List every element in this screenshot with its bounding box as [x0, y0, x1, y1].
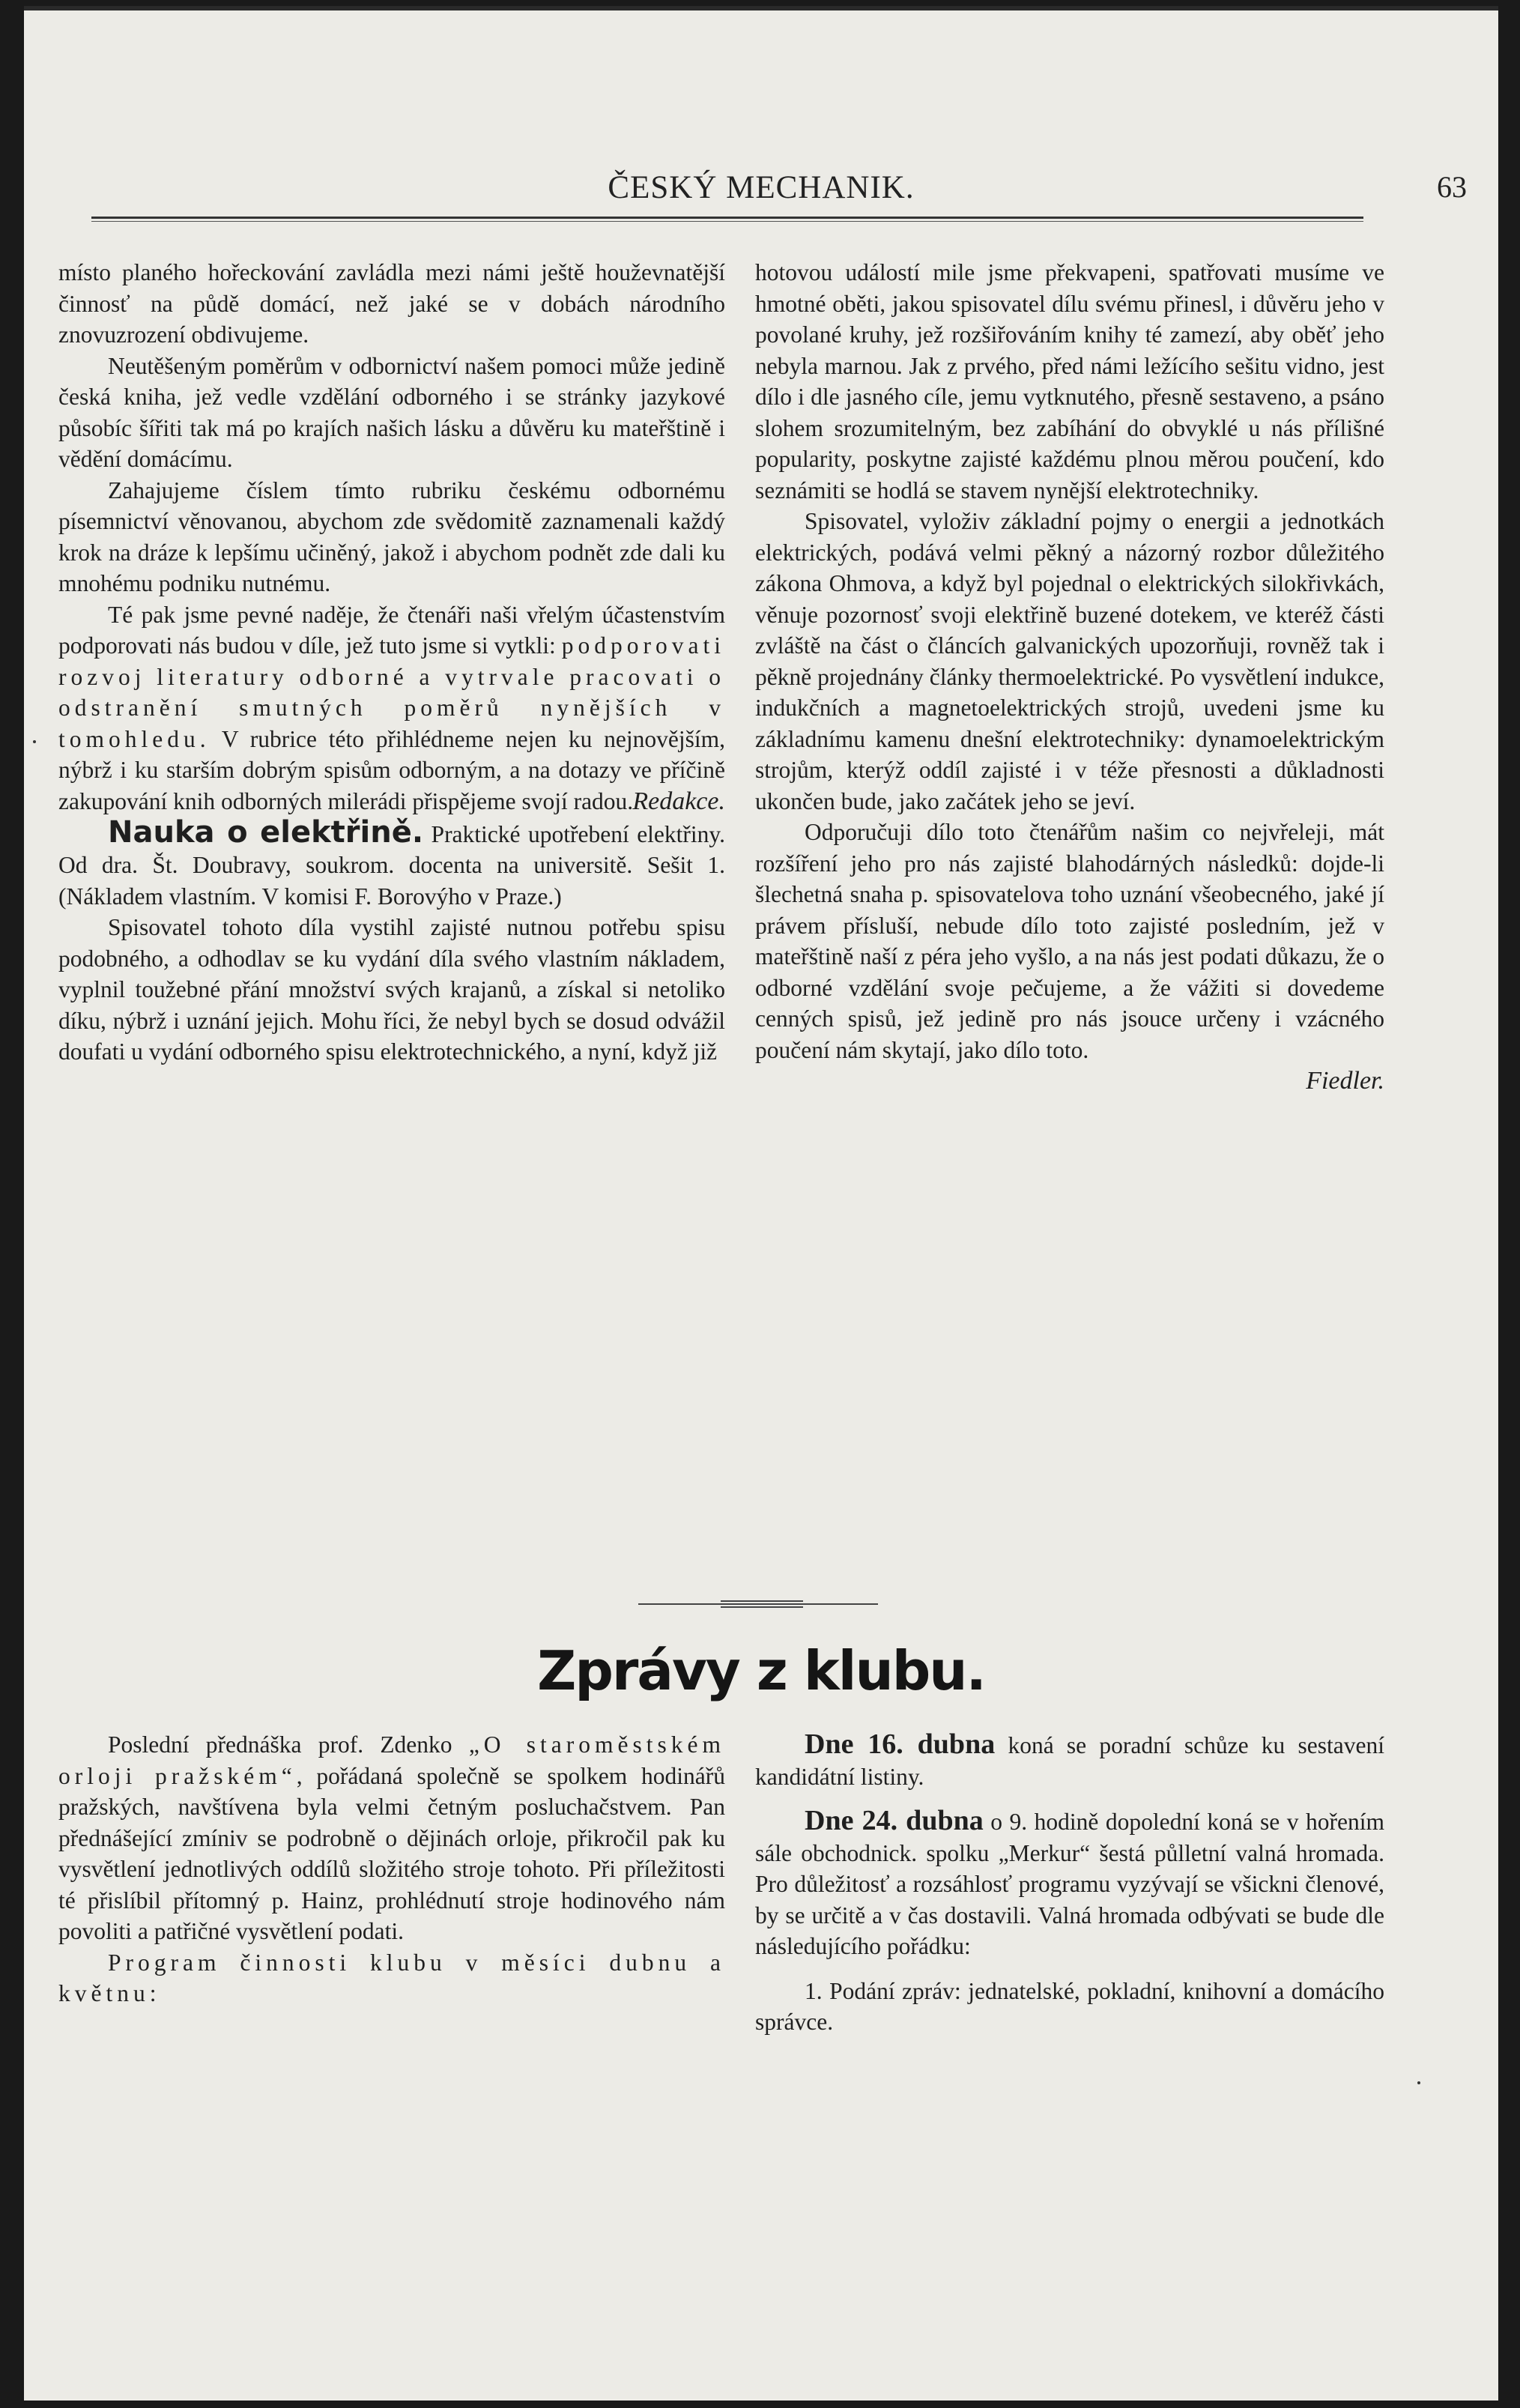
paragraph: Neutěšeným poměrům v odbornictví našem pomoci může jedině česká kniha, jež vedle vzdělání odborného i se stránky jazykové působíc šířiti tak má po krajích našich lásku a důvěru ku mateřštině i vědění domácímu. [58, 352, 725, 472]
journal-title: ČESKÝ MECHANIK. [608, 170, 915, 205]
text-run: Poslední přednáška prof. Zdenko [108, 1731, 452, 1758]
agenda-item: 1. Podání zpráv: jednatelské, pokladní, knihovní a domácího správce. [755, 1977, 1384, 2035]
paragraph: hotovou událostí mile jsme překvapeni, spatřovati musíme ve hmotné oběti, jakou spisovatel dílu svému přinesl, i důvěru jeho v povolané kruhy, jež rozšiřováním knihy té zamezí, aby oběť jeho nebyla marnou. Jak z prvého, před námi ležícího sešitu vidno, jest dílo i dle jasného cíle, jemu vytknutého, přesně sestaveno, a psáno slohem srozumitelným, bez zabíhání do obvyklé u nás přílišné popularity, poskytne zajisté každému plnou měrou poučení, kdo seznámiti se hodlá se stavem nynější elektrotechniky. [755, 259, 1384, 503]
right-column [755, 257, 1384, 1097]
paragraph: Zahajujeme číslem tímto rubriku českému odbornému písemnictví věnovanou, abychom zde svědomitě zaznamenali každý krok na dráze k lepšímu učiněný, jakož i abychom podnět zde dali ku mnohému podniku nutnému. [58, 477, 725, 596]
club-news-heading: Zprávy z klubu. [537, 1639, 985, 1702]
page-number: 63 [1437, 170, 1467, 204]
spaced-text: podporovati rozvoj literatury odborné a vytrvale pracovati o odstranění smutných poměrů nynějších v tomohledu. [58, 632, 725, 752]
paragraph: místo planého hořeckování zavládla mezi námi ještě houževnatější činnosť na půdě domácí, než jaké se v dobách národního znovuzrození obdivujeme. [58, 259, 725, 348]
program-heading: Program činnosti klubu v měsíci dubnu a květnu: [58, 1949, 725, 2006]
editor-signature: Redakce. [632, 787, 725, 815]
club-right-column [755, 1729, 1384, 2038]
section-divider-ornament [721, 1600, 803, 1608]
running-head [55, 169, 1467, 214]
header-rule [91, 217, 1363, 222]
text-run: Té pak jsme pevné naděje, že čtenáři naši vřelým účastenstvím podporovati nás budou v díle, jež tuto jsme si vytkli: [58, 601, 725, 659]
left-column [58, 257, 725, 1068]
meeting-date: Dne 24. dubna [805, 1805, 984, 1836]
text-run: , pořádaná společně se spolkem hodinářů pražských, navštívena byla velmi četným posluchačstvem. Pan přednášející zmíniv se podrobně o dějinách orloje, přikročil pak ku vysvětlení jednotlivých oddílů složitého stroje tohoto. Při příležitosti té přislíbil přítomný p. Hainz, prohlédnutí stroje hodinového nám povoliti a patřičné vysvětlení podati. [58, 1762, 726, 1944]
paragraph: Spisovatel, vyloživ základní pojmy o energii a jednotkách elektrických, podává velmi pěkný a názorný rozbor důležitého zákona Ohmova, a když byl pojednal o elektrických silokřivkách, věnuje pozornosť svoji elektřině buzené dotekem, ve kteréž části zvláště na část o článcích galvanických upozorňuji, rovněž tak i pěkně projednány články thermoelektrické. Po vysvětlení indukce, indukčních a magnetoelektrických strojů, uvedeni jsme ku základnímu kamenu dnešní elektrotechniky: dynamoelektrickým strojům, kterýž oddíl zajisté i v téže přesnosti a důkladnosti ukončen bude, jako začátek jeho se jeví. [755, 508, 1384, 814]
spaced-text: „O staroměstském orloji pražském“ [58, 1731, 726, 1789]
ink-speck [33, 740, 36, 743]
paragraph: Odporučuji dílo toto čtenářům našim co nejvřeleji, mát rozšíření jeho pro nás zajisté blahodárných následků: dojde-li šlechetná snaha p. spisovatelova toho uznání všeobecného, jaké jí právem přísluší, nebude dílo toto zajisté posledním, jež v mateřštině naší z péra jeho vyšlo, a na nás jest podati důkazu, že o odborné vzdělání svoje pečujeme, a že vážiti si dovedeme cenných spisů, jež jedině pro nás jsouce určeny i vzácného poučení nám skytají, jako dílo toto. [755, 819, 1384, 1063]
meeting-text: o 9. hodině dopolední koná se v hořením sále obchodnick. spolku „Merkur“ šestá půlletní valná hromada. Pro důležitosť a rozsáhlosť programu vyzývají se všickni členové, by se určitě a v čas dostavili. Valná hromada odbývati se bude dle následujícího pořádku: [755, 1809, 1385, 1959]
reviewer-signature: Fiedler. [1306, 1067, 1384, 1095]
meeting-entry [755, 1729, 1384, 1792]
paragraph: Spisovatel tohoto díla vystihl zajisté nutnou potřebu spisu podobného, a odhodlav se ku vydání díla svého vlastním nákladem, vyplnil toužebné přání množství svých krajanů, a získal si netoliko díku, nýbrž i uznání jejich. Mohu říci, že nebyl bych se dosud odvážil doufati u vydání odborného spisu elektrotechnického, a nyní, když již [58, 914, 725, 1065]
review-bibliography: Praktické upotřebení elektřiny. Od dra. Št. Doubravy, soukrom. docenta na universitě. Sešit 1. (Nákladem vlastním. V komisi F. Borovýho v Praze.) [58, 820, 725, 910]
ink-speck [1417, 2081, 1420, 2084]
meeting-text: koná se poradní schůze ku sestavení kandidátní listiny. [755, 1732, 1384, 1790]
meeting-date: Dne 16. dubna [805, 1728, 996, 1760]
paragraph [58, 1729, 725, 1947]
page-frame-edge [24, 6, 1498, 10]
meeting-entry [755, 1806, 1384, 1962]
paragraph [58, 599, 725, 817]
review-entry [58, 814, 725, 913]
review-heading: Nauka o elektřině. [108, 814, 424, 850]
club-left-column [58, 1729, 725, 2009]
text-run: V rubrice této přihlédneme nejen ku nejnovějším, nýbrž i ku starším dobrým spisům odborným, a na dotazy ve příčině zakupování knih odborných milerádi přispějeme svojí radou. [58, 725, 725, 814]
page [24, 6, 1498, 2401]
